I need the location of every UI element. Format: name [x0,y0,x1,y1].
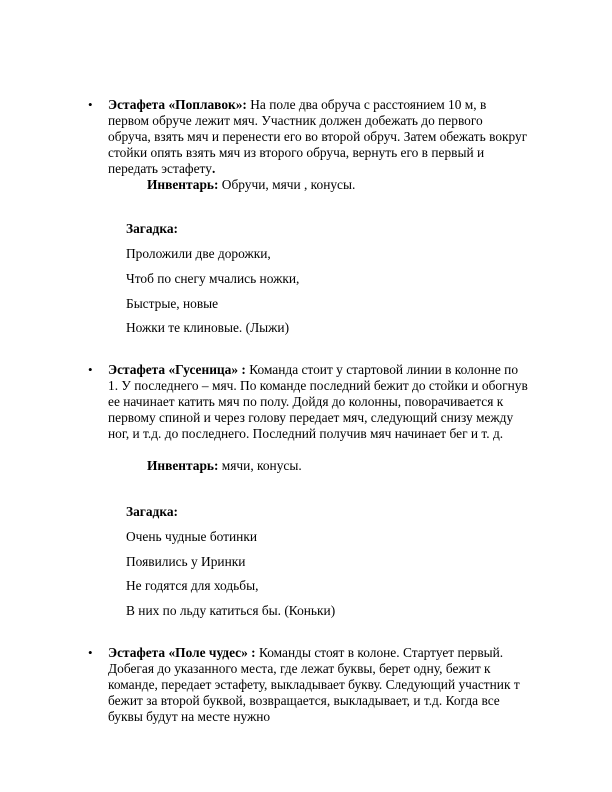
inventory-label: Инвентарь: [147,458,219,473]
relay-paragraph [108,362,528,442]
relay-text-end: . [211,161,216,176]
inventory-label: Инвентарь: [147,177,219,192]
relay-title: Эстафета «Поле чудес» : [108,645,256,660]
relay-poplavok [88,97,528,177]
riddle-line: Появились у Иринки [126,554,246,569]
inventory-line [147,458,547,474]
relay-text: Команды стоят в колоне. Стартует первый. Добегая до указанного места, где лежат буквы, берет одну, бежит к команде, передает эстафету, выкладывает букву. Следующий участник т бежит за второй буквой, возвращается, выкладывает, и т.д. Когда все буквы будут на месте нужно [108,645,520,724]
riddle-line: Очень чудные ботинки [126,529,258,544]
riddle-line: В них по льду катиться бы. (Коньки) [126,603,336,618]
inventory-line [147,177,547,193]
relay-paragraph [108,97,528,177]
relay-title: Эстафета «Поплавок»: [108,97,247,112]
riddle-line: Проложили две дорожки, [126,246,271,261]
relay-paragraph [108,645,528,725]
bullet-icon: • [88,362,93,377]
inventory-text: Обручи, мячи , конусы. [218,177,356,192]
relay-text: На поле два обруча с расстоянием 10 м, в первом обруче лежит мяч. Участник должен добежать до первого обруча, взять мяч и перенести его во второй обруч. Затем обежать вокруг стойки опять взять мяч из второго обруча, вернуть его в первый и передать эстафету [108,97,528,176]
riddle-label: Загадка: [126,504,178,519]
riddle-label: Загадка: [126,221,178,236]
bullet-icon: • [88,645,93,660]
riddle-line: Не годятся для ходьбы, [126,578,259,593]
riddle-line: Чтоб по снегу мчались ножки, [126,271,300,286]
riddle-line: Быстрые, новые [126,296,219,311]
relay-pole-chudes [88,645,528,725]
relay-gusenitsa [88,362,528,442]
relay-title: Эстафета «Гусеница» : [108,362,246,377]
inventory-text: мячи, конусы. [218,458,302,473]
bullet-icon: • [88,97,93,112]
riddle-line: Ножки те клиновые. (Лыжи) [126,320,290,335]
relay-text: Команда стоит у стартовой линии в колонне по 1. У последнего – мяч. По команде последний бежит до стойки и обогнув ее начинает катить мяч по полу. Дойдя до колонны, поворачивается к первому спиной и через голову передает мяч, следующий снизу между ног, и т.д. до последнего. Последний получив мяч начинает бег и т. д. [108,362,528,441]
